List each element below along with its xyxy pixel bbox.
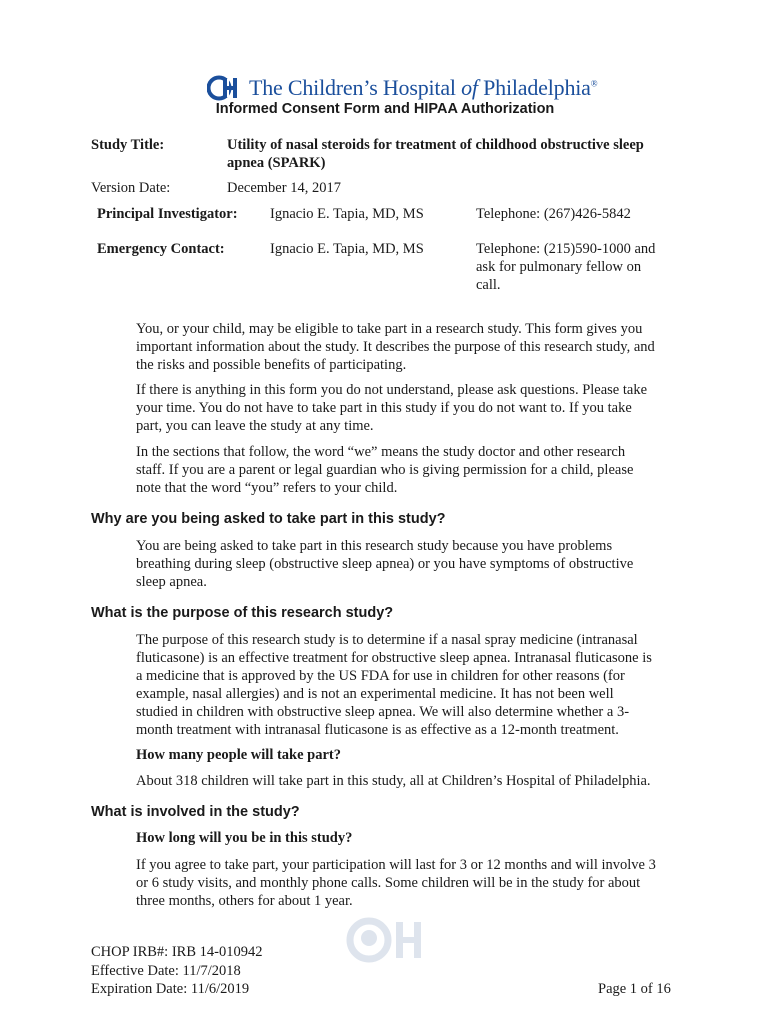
effective-date: Effective Date: 11/7/2018 xyxy=(91,963,241,979)
pi-name: Ignacio E. Tapia, MD, MS xyxy=(270,206,424,222)
intro-paragraph-2: If there is anything in this form you do not understand, please ask questions. Please take your time. You do not have to take part in this study if you do not want to. If you take part, you can leave the study at any time. xyxy=(136,382,648,434)
purpose-body: The purpose of this research study is to determine if a nasal spray medicine (intranasal fluticasone) is an effective treatment for obstructive sleep apnea. Intranasal fluticasone is a medicine that is approved by the US FDA for use in children for other reasons (for example, nasal allergies) and is not an experimental medicine. It has not been well studied in children with obstructive sleep apnea. We will also determine whether a 3- month treatment with intranasal fluticasone is as effective as a 12-month treatment. xyxy=(136,632,652,738)
pi-phone: Telephone: (267)426-5842 xyxy=(476,206,631,222)
version-date-value: December 14, 2017 xyxy=(227,180,341,196)
logo-wordmark: The Children’s Hospital of Philadelphia® xyxy=(249,75,598,100)
irb-number: CHOP IRB#: IRB 14-010942 xyxy=(91,944,263,960)
chop-logo-icon xyxy=(207,75,243,101)
intro-paragraph-3: In the sections that follow, the word “we” means the study doctor and other research staff. If you are a parent or legal guardian who is giving permission for a child, please note that the word “you” refers to your child. xyxy=(136,444,634,496)
involved-heading: What is involved in the study? xyxy=(91,804,300,820)
form-title: Informed Consent Form and HIPAA Authorization xyxy=(215,101,555,117)
why-heading: Why are you being asked to take part in this study? xyxy=(91,511,446,527)
emergency-phone-line-2: ask for pulmonary fellow on xyxy=(476,259,642,275)
study-title-line-1: Utility of nasal steroids for treatment of childhood obstructive sleep xyxy=(227,137,644,153)
chop-watermark-icon xyxy=(346,917,430,968)
pi-label: Principal Investigator: xyxy=(97,206,238,222)
emergency-phone-line-3: call. xyxy=(476,277,501,293)
how-long-body: If you agree to take part, your participation will last for 3 or 12 months and will involve 3 or 6 study visits, and monthly phone calls. Some children will be in the study for about three months, others for about 1 year. xyxy=(136,857,656,909)
how-many-body: About 318 children will take part in this study, all at Children’s Hospital of Philadelphia. xyxy=(136,773,651,789)
page-number: Page 1 of 16 xyxy=(598,981,671,997)
expiration-date: Expiration Date: 11/6/2019 xyxy=(91,981,250,997)
intro-paragraph-1: You, or your child, may be eligible to take part in a research study. This form gives you important information about the study. It describes the purpose of this research study, and the risks and possible benefits of participating. xyxy=(136,321,655,373)
chop-logo xyxy=(207,72,597,104)
emergency-contact-name: Ignacio E. Tapia, MD, MS xyxy=(270,241,424,257)
how-many-heading: How many people will take part? xyxy=(136,747,342,763)
study-title-line-2: apnea (SPARK) xyxy=(227,155,326,171)
emergency-contact-label: Emergency Contact: xyxy=(97,241,225,257)
version-date-label: Version Date: xyxy=(91,180,171,196)
how-long-heading: How long will you be in this study? xyxy=(136,830,353,846)
study-title-label: Study Title: xyxy=(91,137,165,153)
why-body: You are being asked to take part in this research study because you have problems breathing during sleep (obstructive sleep apnea) or you have symptoms of obstructive sleep apnea. xyxy=(136,538,634,590)
emergency-phone-line-1: Telephone: (215)590-1000 and xyxy=(476,241,656,257)
purpose-heading: What is the purpose of this research study? xyxy=(91,605,394,621)
